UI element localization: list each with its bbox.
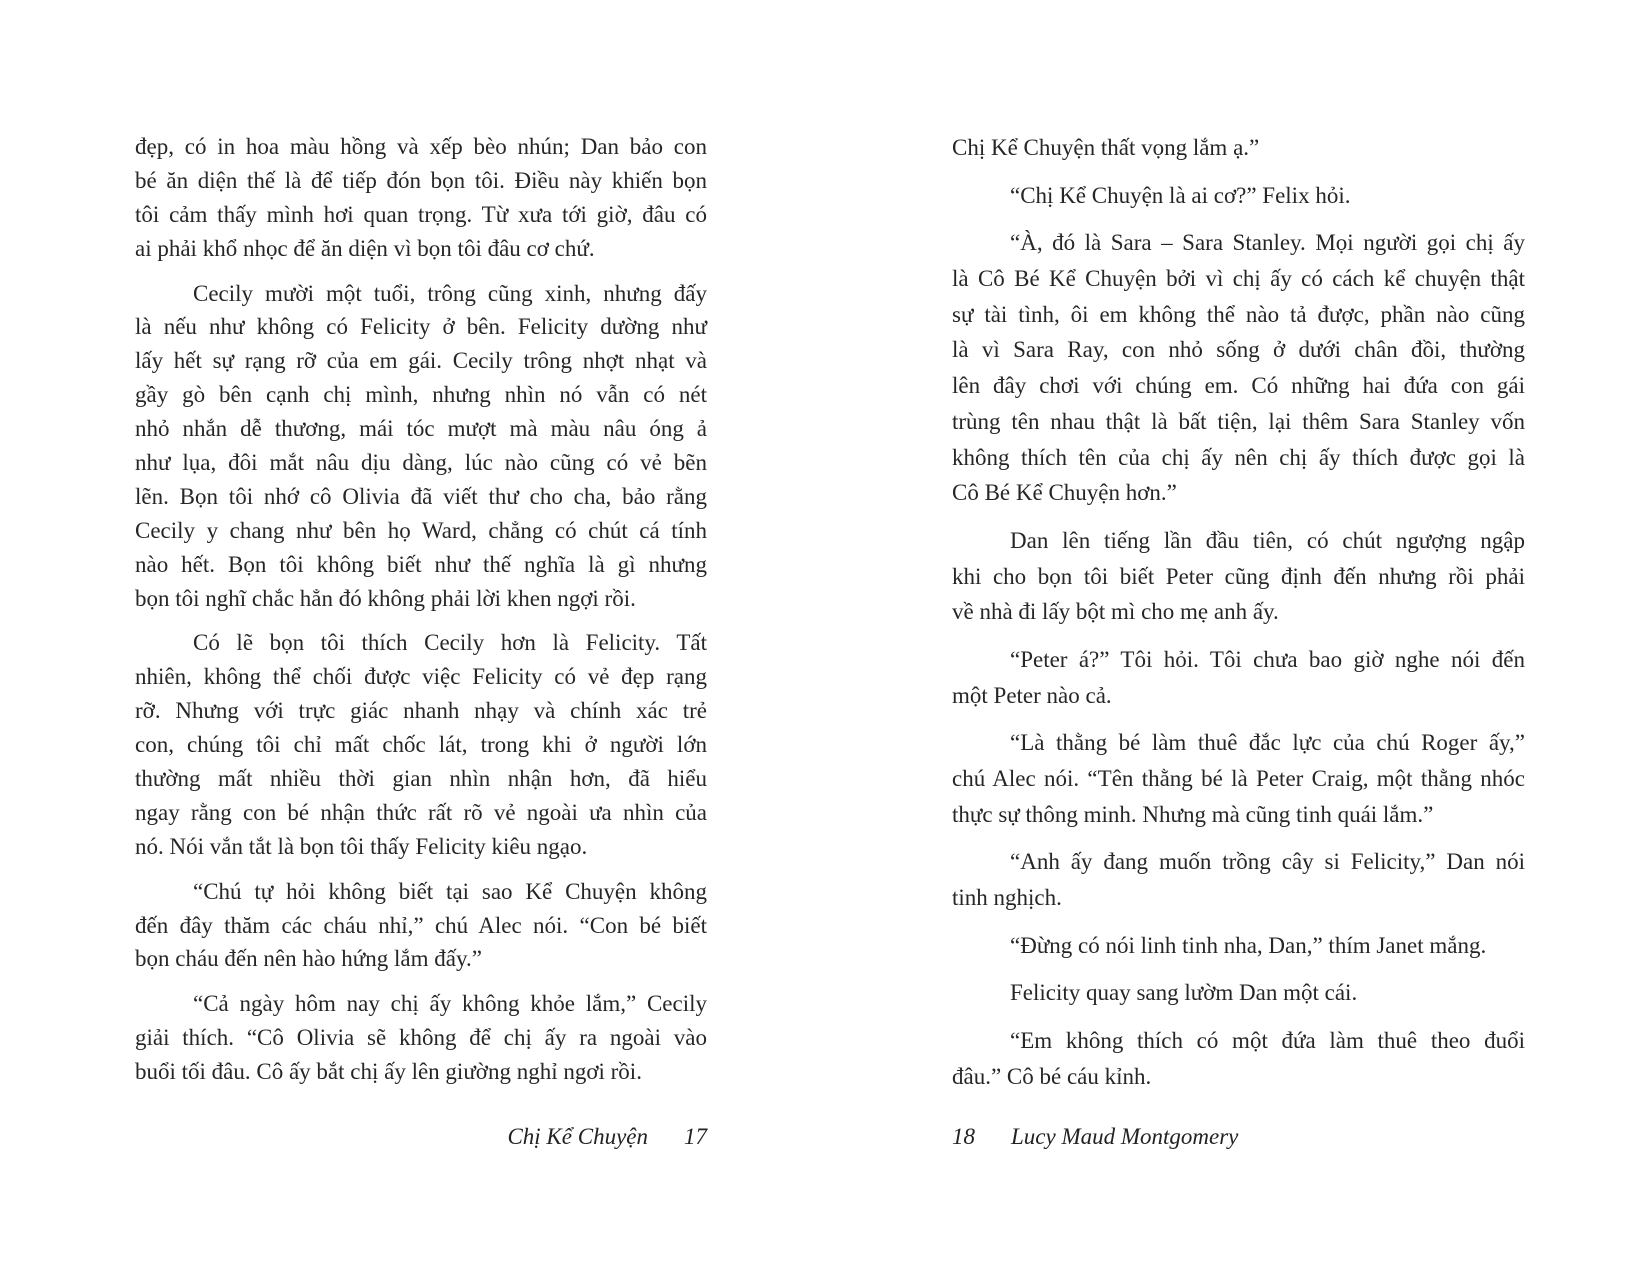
paragraph bbox=[952, 844, 1525, 915]
page-number: 17 bbox=[684, 1124, 707, 1149]
right-page-footer bbox=[952, 1120, 1238, 1154]
text-line: chú Alec nói. “Tên thằng bé là Peter Craig, một thằng nhóc bbox=[952, 766, 1525, 791]
text-line: Cô Bé Kể Chuyện hơn.” bbox=[952, 480, 1177, 506]
text-line: lên đây chơi với chúng em. Có những hai đứa con gái bbox=[952, 373, 1525, 399]
text-line: một Peter nào cả. bbox=[952, 682, 1112, 708]
text-line: thường mất nhiều thời gian nhìn nhận hơn, đã hiểu bbox=[135, 766, 707, 792]
paragraph bbox=[952, 642, 1525, 713]
text-line: tôi cảm thấy mình hơi quan trọng. Từ xưa tới giờ, đâu có bbox=[135, 201, 707, 227]
text-line: “Là thằng bé làm thuê đắc lực của chú Roger ấy,” bbox=[1010, 730, 1525, 756]
paragraph bbox=[135, 130, 707, 266]
running-title-author: Lucy Maud Montgomery bbox=[1011, 1124, 1239, 1149]
text-line: gầy gò bên cạnh chị mình, nhưng nhìn nó vẫn có nét bbox=[135, 382, 707, 408]
text-line: “Chị Kể Chuyện là ai cơ?” Felix hỏi. bbox=[1010, 182, 1351, 208]
text-line: ngay rằng con bé nhận thức rất rõ vẻ ngoài ưa nhìn của bbox=[135, 799, 707, 825]
paragraph bbox=[952, 725, 1525, 832]
text-line: con, chúng tôi chỉ mất chốc lát, trong khi ở người lớn bbox=[135, 732, 707, 758]
text-line: buổi tối đâu. Cô ấy bắt chị ấy lên giường nghỉ ngơi rồi. bbox=[135, 1059, 642, 1085]
paragraph bbox=[952, 975, 1525, 1011]
text-line: “Cả ngày hôm nay chị ấy không khỏe lắm,” Cecily bbox=[193, 991, 707, 1017]
text-line: sự tài tình, ôi em không thể nào tả được, phần nào cũng bbox=[952, 301, 1525, 327]
text-line: về nhà đi lấy bột mì cho mẹ anh ấy. bbox=[952, 599, 1279, 625]
text-line: trùng tên nhau thật là bất tiện, lại thêm Sara Stanley vốn bbox=[952, 408, 1525, 434]
text-line: Dan lên tiếng lần đầu tiên, có chút ngượng ngập bbox=[1010, 527, 1525, 553]
text-line: “Em không thích có một đứa làm thuê theo đuổi bbox=[1010, 1028, 1525, 1054]
paragraph bbox=[135, 626, 707, 863]
text-line: “Anh ấy đang muốn trồng cây si Felicity,” Dan nói bbox=[1010, 849, 1525, 875]
text-line: bọn cháu đến nên hào hứng lắm đấy.” bbox=[135, 946, 482, 972]
text-line: thực sự thông minh. Nhưng mà cũng tinh quái lắm.” bbox=[952, 801, 1434, 827]
text-line: “Đừng có nói linh tinh nha, Dan,” thím Janet mắng. bbox=[1010, 932, 1487, 958]
text-line: rỡ. Nhưng với trực giác nhanh nhạy và chính xác trẻ bbox=[135, 698, 707, 724]
text-line: là vì Sara Ray, con nhỏ sống ở dưới chân đồi, thường bbox=[952, 337, 1525, 363]
text-line: nào hết. Bọn tôi không biết như thế nghĩa là gì nhưng bbox=[135, 551, 707, 577]
text-line: “À, đó là Sara – Sara Stanley. Mọi người gọi chị ấy bbox=[1010, 230, 1525, 256]
paragraph bbox=[952, 130, 1525, 166]
text-line: đâu.” Cô bé cáu kỉnh. bbox=[952, 1063, 1152, 1089]
text-line: “Peter á?” Tôi hỏi. Tôi chưa bao giờ nghe nói đến bbox=[1010, 646, 1525, 672]
text-line: đến đây thăm các cháu nhỉ,” chú Alec nói. “Con bé biết bbox=[135, 912, 707, 938]
text-line: là Cô Bé Kể Chuyện bởi vì chị ấy có cách kể chuyện thật bbox=[952, 266, 1525, 292]
text-line: nhiên, không thể chối được việc Felicity có vẻ đẹp rạng bbox=[135, 664, 707, 690]
text-line: tinh nghịch. bbox=[952, 885, 1062, 911]
text-line: đẹp, có in hoa màu hồng và xếp bèo nhún; Dan bảo con bbox=[135, 134, 707, 159]
paragraph bbox=[135, 277, 707, 616]
text-line: bọn tôi nghĩ chắc hẳn đó không phải lời khen ngợi rồi. bbox=[135, 585, 636, 611]
running-title-book: Chị Kể Chuyện bbox=[507, 1124, 648, 1149]
text-line: là nếu như không có Felicity ở bên. Felicity dường như bbox=[135, 314, 707, 340]
text-line: Chị Kể Chuyện thất vọng lắm ạ.” bbox=[952, 135, 1260, 160]
text-line: Có lẽ bọn tôi thích Cecily hơn là Felicity. Tất bbox=[193, 630, 707, 656]
text-line: Cecily y chang như bên họ Ward, chẳng có chút cá tính bbox=[135, 517, 707, 543]
text-line: không thích tên của chị ấy nên chị ấy thích được gọi là bbox=[952, 444, 1525, 470]
page-number: 18 bbox=[952, 1124, 975, 1149]
text-line: bé ăn diện thế là để tiếp đón bọn tôi. Điều này khiến bọn bbox=[135, 167, 707, 193]
text-line: khi cho bọn tôi biết Peter cũng định đến nhưng rồi phải bbox=[952, 563, 1525, 589]
paragraph bbox=[952, 178, 1525, 214]
text-line: Cecily mười một tuổi, trông cũng xinh, nhưng đấy bbox=[193, 280, 707, 306]
left-page-footer bbox=[507, 1120, 707, 1154]
paragraph bbox=[952, 523, 1525, 630]
text-line: giải thích. “Cô Olivia sẽ không để chị ấy ra ngoài vào bbox=[135, 1025, 707, 1051]
text-line: Felicity quay sang lườm Dan một cái. bbox=[1010, 980, 1358, 1006]
left-page-body bbox=[135, 130, 707, 1089]
text-line: lấy hết sự rạng rỡ của em gái. Cecily trông nhợt nhạt và bbox=[135, 348, 707, 374]
text-line: như lụa, đôi mắt nâu dịu dàng, lúc nào cũng có vẻ bẽn bbox=[135, 450, 707, 476]
paragraph bbox=[952, 1023, 1525, 1094]
paragraph bbox=[135, 875, 707, 977]
paragraph bbox=[135, 987, 707, 1089]
paragraph bbox=[952, 225, 1525, 511]
text-line: nó. Nói vắn tắt là bọn tôi thấy Felicity kiêu ngạo. bbox=[135, 833, 588, 859]
right-page-body bbox=[952, 130, 1525, 1095]
text-line: “Chú tự hỏi không biết tại sao Kể Chuyện không bbox=[193, 878, 707, 904]
text-line: lẽn. Bọn tôi nhớ cô Olivia đã viết thư cho cha, bảo rằng bbox=[135, 483, 707, 509]
text-line: ai phải khổ nhọc để ăn diện vì bọn tôi đâu cơ chứ. bbox=[135, 235, 595, 261]
paragraph bbox=[952, 928, 1525, 964]
text-line: nhỏ nhắn dễ thương, mái tóc mượt mà màu nâu óng ả bbox=[135, 416, 707, 442]
